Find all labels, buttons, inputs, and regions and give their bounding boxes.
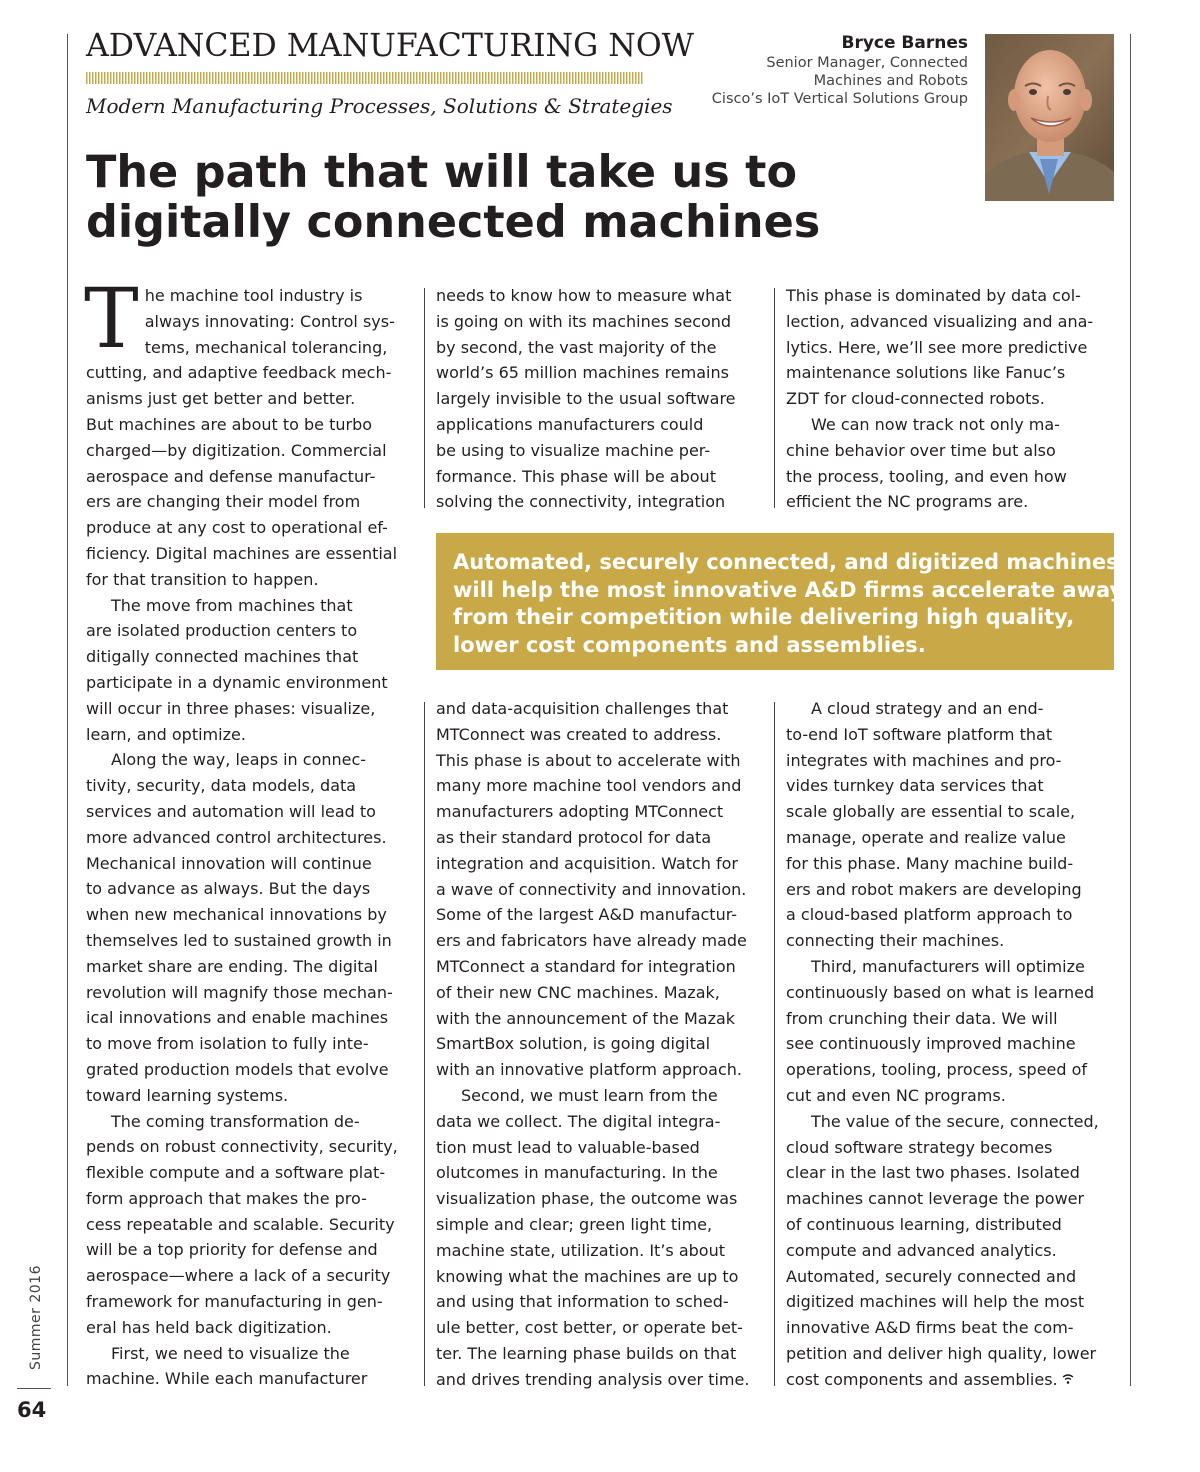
text-line: continuously based on what is learned (786, 982, 1095, 1002)
article-headline (86, 148, 820, 248)
text-line: to-end IoT software platform that (786, 724, 1053, 744)
text-line: The coming transformation de- (111, 1111, 360, 1131)
column-divider (774, 702, 775, 1386)
text-line: is going on with its machines second (436, 311, 732, 331)
text-line: This phase is dominated by data col- (786, 286, 1081, 305)
text-line: cut and even NC programs. (786, 1085, 1006, 1105)
text-line: needs to know how to measure what (436, 286, 732, 305)
text-line: more advanced control architectures. (86, 827, 387, 847)
text-line: applications manufacturers could (436, 414, 704, 434)
text-line: chine behavior over time but also (786, 440, 1056, 460)
author-portrait-illustration (985, 34, 1114, 201)
text-line: vides turnkey data services that (786, 776, 1044, 796)
text-line: be using to visualize machine per- (436, 440, 711, 460)
text-line: First, we need to visualize the (111, 1343, 350, 1363)
text-line: market share are ending. The digital (86, 956, 378, 976)
text-line: world’s 65 million machines remains (436, 363, 729, 383)
article-column-2-top (436, 283, 766, 515)
text-line: data we collect. The digital integra- (436, 1111, 721, 1131)
text-line: a cloud-based platform approach to (786, 905, 1073, 925)
text-line: The value of the secure, connected, (811, 1111, 1099, 1131)
text-line: as their standard protocol for data (436, 827, 712, 847)
text-line: Third, manufacturers will optimize (811, 956, 1085, 976)
text-line: Along the way, leaps in connec- (111, 750, 367, 770)
issue-label: Summer 2016 (28, 1265, 44, 1370)
headline-line: digitally connected machines (86, 197, 821, 248)
text-line: machines cannot leverage the power (786, 1189, 1085, 1209)
text-line: manage, operate and realize value (786, 827, 1066, 847)
article-column-2-bottom (436, 696, 766, 1393)
right-margin-rule (1130, 34, 1131, 1386)
text-line: learn, and optimize. (86, 724, 246, 744)
headline-line: The path that will take us to (86, 147, 798, 198)
text-line: aerospace—where a lack of a security (86, 1266, 391, 1286)
text-line: of continuous learning, distributed (786, 1214, 1062, 1234)
decorative-hatch-band (86, 72, 644, 84)
text-line: ers and robot makers are developing (786, 879, 1082, 899)
text-line: Automated, securely connected and (786, 1266, 1077, 1286)
text-line: manufacturers adopting MTConnect (436, 802, 724, 822)
text-line: themselves led to sustained growth in (86, 930, 392, 950)
text-line: tems, mechanical tolerancing, (144, 337, 388, 357)
text-line: by second, the vast majority of the (436, 337, 717, 357)
text-line: simple and clear; green light time, (436, 1214, 713, 1234)
text-line: see continuously improved machine (786, 1034, 1076, 1054)
text-line: petition and deliver high quality, lower (786, 1343, 1097, 1363)
text-line: framework for manufacturing in gen- (86, 1292, 383, 1312)
text-line: cloud software strategy becomes (786, 1137, 1053, 1157)
text-line: will be a top priority for defense and (86, 1240, 378, 1260)
text-line: tivity, security, data models, data (86, 776, 357, 796)
pull-quote-line: Automated, securely connected, and digitized machines (453, 550, 1119, 574)
text-line: participate in a dynamic environment (86, 672, 388, 692)
text-line: ficiency. Digital machines are essential (86, 543, 398, 563)
author-name: Bryce Barnes (841, 33, 968, 53)
text-line: integrates with machines and pro- (786, 750, 1062, 770)
text-line: grated production models that evolve (86, 1059, 389, 1079)
pull-quote-line: from their competition while delivering high quality, (453, 605, 1075, 629)
text-line: digitized machines will help the most (786, 1292, 1085, 1312)
text-line: SmartBox solution, is going digital (436, 1034, 711, 1054)
text-line: for this phase. Many machine build- (786, 853, 1074, 873)
text-line: services and automation will lead to (86, 801, 376, 821)
page-number: 64 (17, 1398, 47, 1422)
text-line: toward learning systems. (86, 1085, 289, 1105)
text-line: tion must lead to valuable-based (436, 1137, 700, 1157)
text-line: from crunching their data. We will (786, 1008, 1058, 1028)
folio-rule (17, 1388, 51, 1389)
text-line: produce at any cost to operational ef- (86, 518, 388, 538)
text-line: compute and advanced analytics. (786, 1240, 1057, 1260)
text-line: charged—by digitization. Commercial (86, 440, 387, 460)
left-margin-rule (67, 34, 68, 1386)
text-line: eral has held back digitization. (86, 1317, 332, 1337)
text-line: of their new CNC machines. Mazak, (436, 982, 720, 1002)
text-line: Second, we must learn from the (461, 1085, 718, 1105)
text-line: operations, tooling, process, speed of (786, 1060, 1088, 1080)
text-line: and using that information to sched- (436, 1292, 729, 1312)
text-line: with the announcement of the Mazak (436, 1008, 736, 1028)
text-line: ers are changing their model from (86, 492, 361, 512)
text-line: We can now track not only ma- (811, 414, 1060, 434)
text-line: This phase is about to accelerate with (436, 750, 741, 770)
text-line: when new mechanical innovations by (86, 905, 387, 925)
text-line: integration and acquisition. Watch for (436, 853, 739, 873)
text-line: he machine tool industry is (144, 286, 363, 305)
section-title: ADVANCED MANUFACTURING NOW (86, 28, 695, 64)
text-line: connecting their machines. (786, 931, 1005, 951)
section-tagline: Modern Manufacturing Processes, Solutions & Strategies (86, 94, 673, 118)
text-line: innovative A&D firms beat the com- (786, 1318, 1074, 1338)
text-line: pends on robust connectivity, security, (86, 1137, 398, 1157)
text-line: efficient the NC programs are. (786, 492, 1029, 512)
text-line: lection, advanced visualizing and ana- (786, 311, 1094, 331)
text-line: cess repeatable and scalable. Security (86, 1214, 395, 1234)
text-line: clear in the last two phases. Isolated (786, 1163, 1080, 1183)
text-line: ers and fabricators have already made (436, 931, 747, 951)
text-line: maintenance solutions like Fanuc’s (786, 363, 1066, 383)
text-line: ter. The learning phase builds on that (436, 1343, 737, 1363)
text-line: and data-acquisition challenges that (436, 699, 729, 718)
text-line: will occur in three phases: visualize, (86, 698, 376, 718)
text-line: a wave of connectivity and innovation. (436, 879, 747, 899)
text-line: A cloud strategy and an end- (811, 699, 1044, 718)
wifi-end-mark-icon (1062, 1367, 1074, 1393)
text-line: machine. While each manufacturer (86, 1369, 368, 1389)
author-title-line: Machines and Robots (813, 73, 968, 89)
article-column-3-bottom (786, 696, 1116, 1393)
text-line: to advance as always. But the days (86, 879, 371, 899)
text-line: many more machine tool vendors and (436, 776, 742, 796)
text-line: solving the connectivity, integration (436, 492, 726, 512)
text-line: ditigally connected machines that (86, 647, 359, 667)
text-line: formance. This phase will be about (436, 466, 716, 486)
text-line: scale globally are essential to scale, (786, 802, 1076, 822)
text-line: lytics. Here, we’ll see more predictive (786, 337, 1088, 357)
drop-cap: T (84, 272, 139, 367)
text-line: revolution will magnify those mechan- (86, 982, 393, 1002)
text-line: Some of the largest A&D manufactur- (436, 905, 738, 925)
text-line: with an innovative platform approach. (436, 1060, 742, 1080)
text-line: aerospace and defense manufactur- (86, 466, 376, 486)
text-line: cutting, and adaptive feedback mech- (86, 363, 392, 383)
article-column-1 (84, 272, 416, 1392)
text-line: largely invisible to the usual software (436, 389, 736, 409)
author-byline (712, 32, 968, 108)
text-line: MTConnect a standard for integration (436, 956, 736, 976)
text-line: ZDT for cloud-connected robots. (786, 389, 1045, 409)
text-line: MTConnect was created to address. (436, 724, 722, 744)
text-line: cost components and assemblies. (786, 1369, 1058, 1389)
text-line: But machines are about to be turbo (86, 414, 373, 434)
pull-quote-line: lower cost components and assemblies. (453, 632, 926, 657)
text-line: to move from isolation to fully inte- (86, 1034, 369, 1054)
text-line: are isolated production centers to (86, 621, 358, 641)
text-line: The move from machines that (111, 595, 353, 615)
text-line: for that transition to happen. (86, 569, 319, 589)
column-divider (774, 288, 775, 508)
text-line: machine state, utilization. It’s about (436, 1240, 725, 1260)
text-line: flexible compute and a software plat- (86, 1163, 386, 1183)
author-photo (985, 34, 1114, 201)
text-line: anisms just get better and better. (86, 389, 356, 409)
text-line: visualization phase, the outcome was (436, 1189, 738, 1209)
text-line: Mechanical innovation will continue (86, 853, 372, 873)
pull-quote (436, 533, 1124, 670)
author-title-line: Cisco’s IoT Vertical Solutions Group (711, 91, 968, 107)
text-line: olutcomes in manufacturing. In the (436, 1163, 718, 1183)
text-line: the process, tooling, and even how (786, 466, 1067, 486)
text-line: form approach that makes the pro- (86, 1188, 367, 1208)
text-line: ule better, cost better, or operate bet- (436, 1318, 743, 1338)
text-line: always innovating: Control sys- (144, 311, 395, 331)
author-title-line: Senior Manager, Connected (766, 55, 968, 71)
text-line: and drives trending analysis over time. (436, 1369, 750, 1389)
column-divider (424, 702, 425, 1386)
column-divider (424, 288, 425, 508)
text-line: ical innovations and enable machines (86, 1008, 389, 1028)
text-line-last (786, 1367, 1116, 1393)
article-column-3-top (786, 283, 1116, 515)
text-line: knowing what the machines are up to (436, 1266, 739, 1286)
pull-quote-line: will help the most innovative A&D firms accelerate away (453, 577, 1124, 602)
